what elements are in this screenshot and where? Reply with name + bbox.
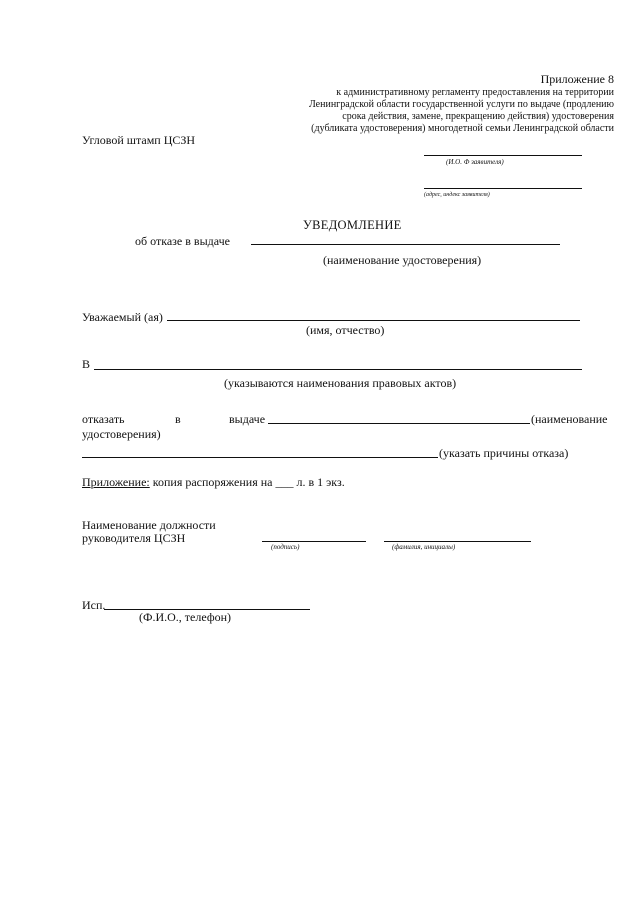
applicant-address-caption: (адрес, индекс заявителя) [424,192,490,198]
certificate-name-caption: (наименование удостоверения) [323,253,482,267]
legal-acts-caption: (указываются наименования правовых актов) [224,376,457,390]
refuse-word: отказать [82,412,125,426]
attachment-label: Приложение: [82,475,150,489]
refuse-caption: (наименование [531,412,608,426]
refuse-caption-continued: удостоверения) [82,427,161,441]
refusal-reason-line[interactable] [82,457,438,458]
appendix-number: Приложение 8 [540,72,614,86]
signature-caption: (подпись) [271,543,300,551]
executor-label: Исп. [82,598,106,612]
appendix-line: срока действия, замене, прекращению действия) удостоверения [342,111,614,122]
appendix-line: к административному регламенту предоставления на территории [336,87,614,98]
attachment-line [82,475,345,489]
applicant-name-line[interactable] [424,155,582,156]
signer-name-line[interactable] [384,541,531,542]
greeting-name-line[interactable] [167,320,580,321]
greeting-name-caption: (имя, отчество) [306,323,385,337]
certificate-name-line[interactable] [251,244,560,245]
signer-name-caption: (фамилия, инициалы) [392,543,456,551]
applicant-address-line[interactable] [424,188,582,189]
corner-stamp-label: Угловой штамп ЦСЗН [82,133,196,147]
executor-caption: (Ф.И.О., телефон) [139,610,232,624]
acts-label: В [82,357,91,371]
notice-subject-label: об отказе в выдаче [135,234,230,248]
position-title: руководителя ЦСЗН [82,531,186,545]
greeting-label: Уважаемый (ая) [82,310,163,324]
appendix-line: (дубликата удостоверения) многодетной семьи Ленинградской области [311,123,614,134]
attachment-text: копия распоряжения на ___ л. в 1 экз. [149,475,345,489]
refuse-word: выдаче [229,412,266,426]
refusal-reason-caption: (указать причины отказа) [439,446,569,460]
appendix-line: Ленинградской области государственной услуги по выдаче (продлению [308,99,614,110]
refused-certificate-line[interactable] [268,423,530,424]
notice-title: УВЕДОМЛЕНИЕ [303,218,402,232]
applicant-name-caption: (И.О. Ф заявителя) [446,158,504,166]
position-title: Наименование должности [82,518,216,532]
signature-line[interactable] [262,541,366,542]
refuse-word: в [175,412,181,426]
legal-acts-line[interactable] [94,369,582,370]
